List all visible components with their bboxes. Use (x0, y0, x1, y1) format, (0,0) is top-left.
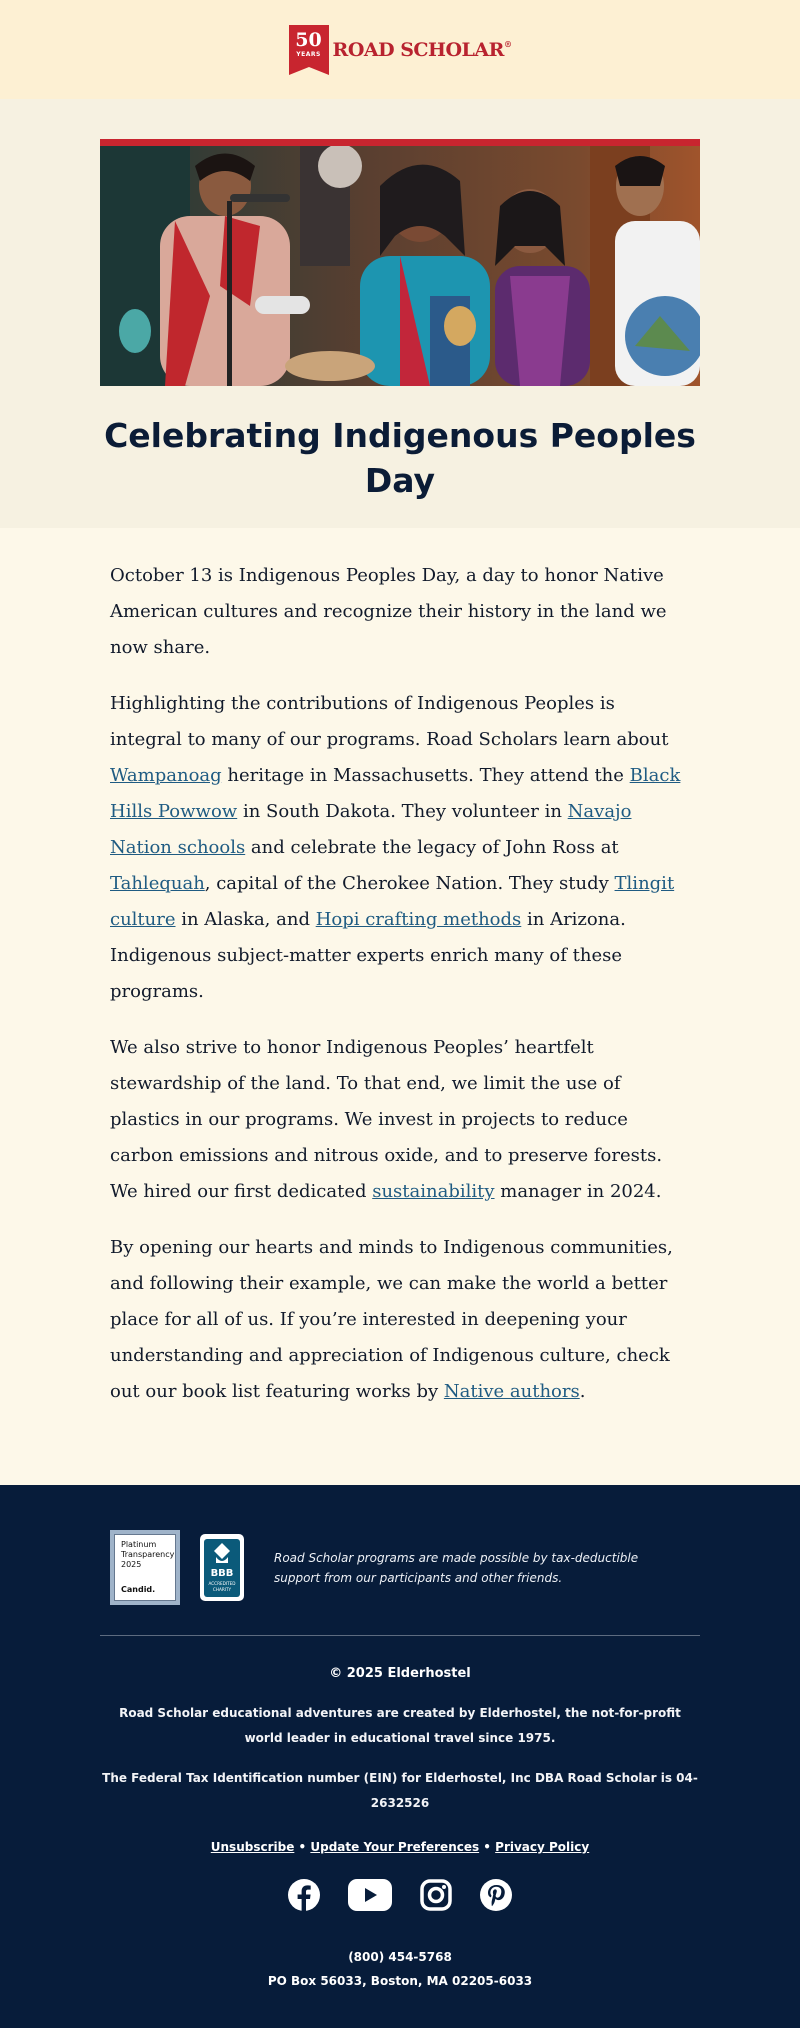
email-header (0, 0, 800, 99)
candid-line-3: 2025 (121, 1560, 142, 1569)
paragraph-programs (110, 686, 690, 1010)
footer-links (100, 1840, 700, 1854)
native-authors-link[interactable]: Native authors (443, 1381, 580, 1402)
text-segment: in South Dakota. They volunteer in (237, 801, 568, 822)
road-scholar-logo[interactable] (289, 25, 512, 75)
hopi-crafting-methods-link[interactable]: Hopi crafting methods (315, 909, 522, 930)
sustainability-link[interactable]: sustainability (372, 1181, 495, 1202)
text-segment: manager in 2024. (494, 1181, 662, 1202)
candid-line-2: Transparency (121, 1550, 175, 1559)
contact-block (100, 1945, 700, 1993)
logo-registered-mark: ® (503, 38, 512, 49)
paragraph-intro: October 13 is Indigenous Peoples Day, a day to honor Native American cultures and recognize their history in the land we now share. (110, 565, 667, 658)
hero-photo (100, 139, 700, 386)
link-separator: • (294, 1840, 311, 1854)
update-preferences-link[interactable]: Update Your Preferences (310, 1840, 480, 1854)
copyright: © 2025 Elderhostel (329, 1666, 471, 1681)
candid-transparency-seal[interactable] (110, 1530, 180, 1605)
mailing-address: PO Box 56033, Boston, MA 02205-6033 (267, 1974, 533, 1988)
hero-section (0, 99, 800, 528)
text-segment: in Arizona. Indigenous subject-matter experts enrich many of these programs. (110, 909, 626, 1002)
link-separator: • (479, 1840, 496, 1854)
text-segment: We also strive to honor Indigenous Peoples’ heartfelt stewardship of the land. To that end, we limit the use of plastics in our programs. We invest in projects to reduce carbon emissions and nitrous oxide, and to preserve forests. We hired our first dedicated (110, 1037, 663, 1202)
unsubscribe-link[interactable]: Unsubscribe (210, 1840, 295, 1854)
text-segment: and celebrate the legacy of John Ross at (245, 837, 619, 858)
pinterest-icon[interactable] (480, 1879, 512, 1915)
bbb-label: BBB (210, 1567, 234, 1579)
logo-wordmark (333, 39, 512, 61)
text-segment: heritage in Massachusetts. They attend the (221, 765, 630, 786)
text-segment: in Alaska, and (175, 909, 316, 930)
text-segment: . (579, 1381, 586, 1402)
candid-brand: Candid. (121, 1585, 156, 1594)
candid-line-1: Platinum (121, 1540, 157, 1549)
facebook-icon[interactable] (288, 1879, 320, 1915)
wampanoag-link[interactable]: Wampanoag (110, 765, 222, 786)
black-hills-powwow-link[interactable]: Black Hills Powwow (110, 765, 681, 822)
privacy-policy-link[interactable]: Privacy Policy (495, 1840, 590, 1854)
logo-years-label: YEARS (296, 50, 321, 58)
fifty-years-badge (289, 25, 329, 75)
bbb-sub-2: CHARITY (212, 1586, 232, 1592)
instagram-icon[interactable] (420, 1879, 452, 1915)
candid-seal-inner (114, 1534, 176, 1601)
logo-name: ROAD SCHOLAR (332, 38, 504, 61)
tlingit-culture-link[interactable]: Tlingit culture (110, 873, 675, 930)
page-title: Celebrating Indigenous Peoples Day (104, 416, 696, 500)
ein-statement: The Federal Tax Identification number (EIN) for Elderhostel, Inc DBA Road Scholar is 04-2632526 (102, 1771, 698, 1810)
paragraph-closing (110, 1230, 690, 1410)
bbb-accredited-charity-seal[interactable] (200, 1534, 244, 1601)
paragraph-stewardship (110, 1030, 690, 1210)
social-links (100, 1879, 700, 1915)
youtube-icon[interactable] (348, 1879, 392, 1915)
navajo-nation-schools-link[interactable]: Navajo Nation schools (110, 801, 632, 858)
phone-number[interactable]: (800) 454-5768 (348, 1950, 452, 1964)
text-segment: By opening our hearts and minds to Indigenous communities, and following their example, we can make the world a better place for all of us. If you’re interested in deepening your understanding and appreciation of Indigenous culture, check out our book list featuring works by (110, 1237, 673, 1402)
bbb-sub-1: ACCREDITED (208, 1580, 236, 1586)
support-statement: Road Scholar programs are made possible by tax-deductible support from our participants and other friends. (274, 1550, 639, 1585)
logo-years-number: 50 (295, 28, 322, 51)
tahlequah-link[interactable]: Tahlequah (110, 873, 205, 894)
text-segment: , capital of the Cherokee Nation. They study (204, 873, 615, 894)
about-statement: Road Scholar educational adventures are created by Elderhostel, the not-for-profit world leader in educational travel since 1975. (119, 1706, 681, 1745)
bbb-torch-icon (204, 1539, 240, 1597)
text-segment: Highlighting the contributions of Indigenous Peoples is integral to many of our programs. Road Scholars learn about (110, 693, 669, 750)
email-footer (0, 1485, 800, 2028)
article-body (0, 528, 800, 1485)
trust-badges-row (100, 1530, 700, 1636)
